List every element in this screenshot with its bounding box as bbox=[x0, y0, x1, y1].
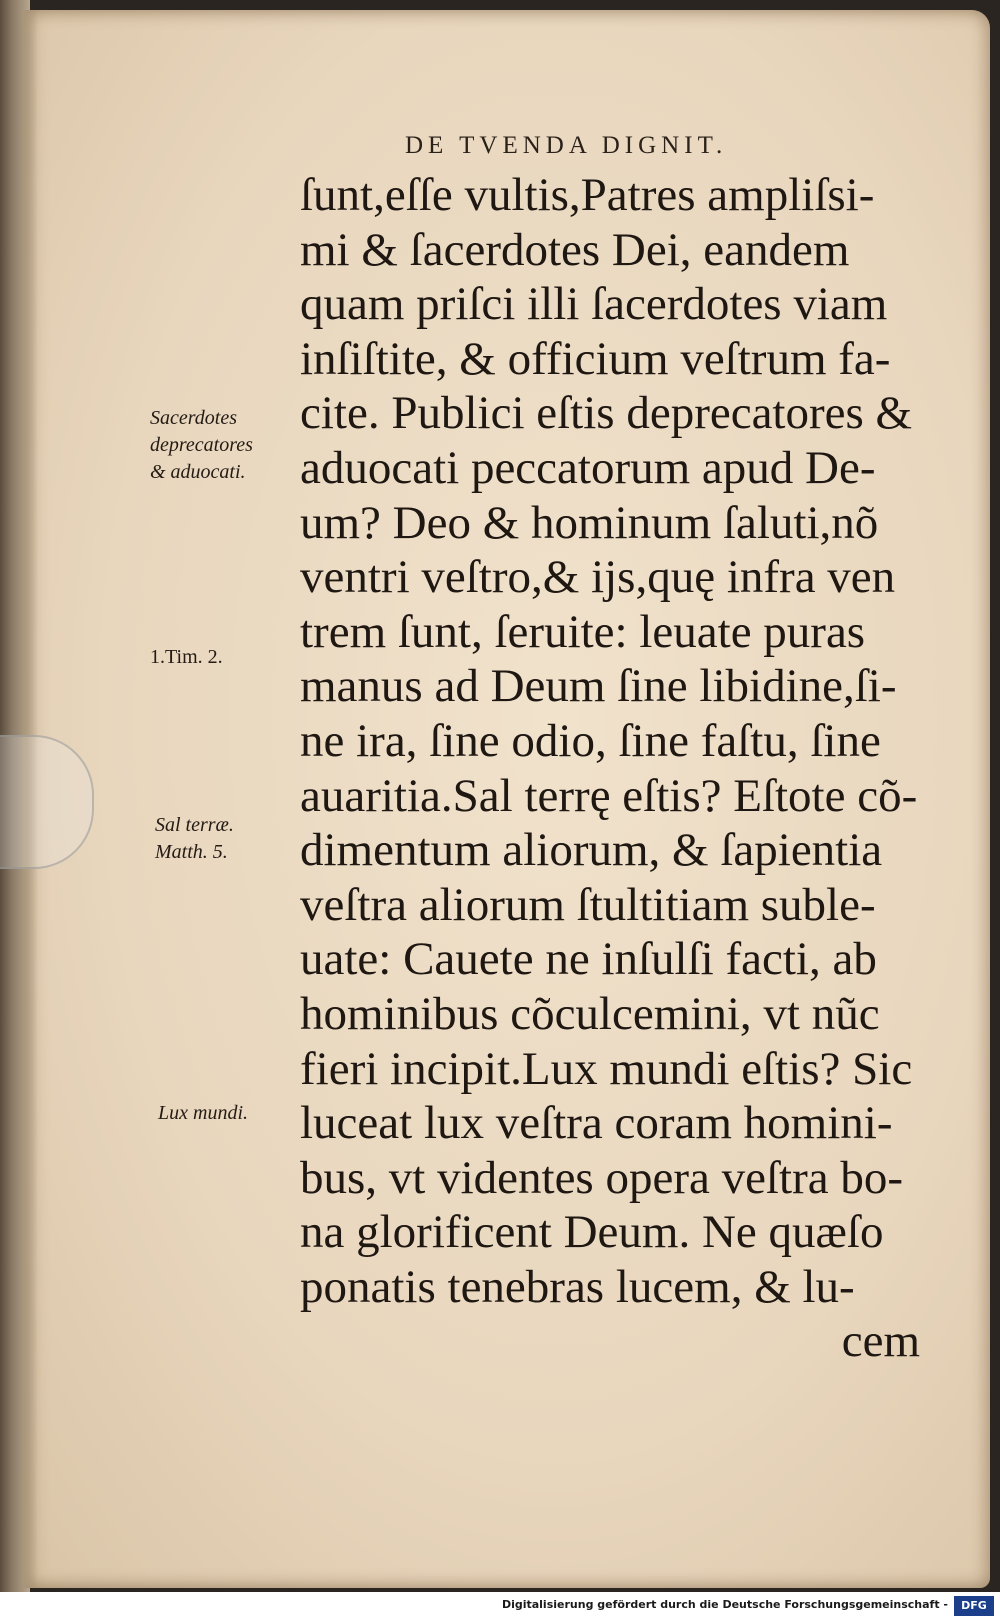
margin-note-sacerdotes bbox=[150, 405, 253, 486]
body-line: inſiſtite, & officium veſtrum fa- bbox=[300, 332, 891, 385]
margin-note-line: deprecatores bbox=[150, 434, 253, 456]
body-text bbox=[300, 168, 940, 1369]
body-line: ſunt,eſſe vultis,Patres ampliſsi- bbox=[300, 169, 875, 221]
body-line: luceat lux veſtra coram homini- bbox=[300, 1097, 893, 1150]
body-line: aduocati peccatorum apud De- bbox=[300, 441, 876, 494]
running-head: DE TVENDA DIGNIT. bbox=[405, 132, 728, 159]
body-line: ponatis tenebras lucem, & lu- bbox=[300, 1260, 855, 1313]
dfg-logo: DFG bbox=[954, 1596, 994, 1616]
body-line: bus, vt videntes opera veſtra bo- bbox=[300, 1151, 903, 1204]
body-line: um? Deo & hominum ſaluti,nõ bbox=[300, 496, 879, 549]
margin-note-line: Sal terræ. bbox=[155, 814, 234, 836]
catchword: cem bbox=[841, 1315, 920, 1368]
margin-note-line: Sacerdotes bbox=[150, 407, 238, 429]
footer-bar bbox=[0, 1592, 1000, 1621]
body-line: fieri incipit.Lux mundi eſtis? Sic bbox=[300, 1042, 913, 1095]
body-line: cite. Publici eſtis deprecatores & bbox=[300, 387, 913, 440]
body-line: dimentum aliorum, & ſapientia bbox=[300, 824, 883, 877]
body-line: manus ad Deum ſine libidine,ſi- bbox=[300, 660, 897, 713]
margin-note-lux-mundi: Lux mundi. bbox=[158, 1102, 248, 1124]
body-line: trem ſunt, ſeruite: leuate puras bbox=[300, 605, 866, 658]
body-line: uate: Cauete ne inſulſi facti, ab bbox=[300, 933, 877, 986]
margin-note-sal-terrae bbox=[155, 812, 234, 866]
footer-credit: Digitalisierung gefördert durch die Deutsche Forschungsgemeinschaft - bbox=[501, 1598, 948, 1611]
body-line: mi & ſacerdotes Dei, eandem bbox=[300, 223, 850, 276]
body-line: auaritia.Sal terrę eſtis? Eſtote cõ- bbox=[300, 769, 918, 822]
body-line: ventri veſtro,& ijs,quę infra ven bbox=[300, 551, 896, 604]
body-line: hominibus cõculcemini, vt nũc bbox=[300, 987, 880, 1040]
margin-note-line: Matth. 5. bbox=[155, 841, 228, 863]
body-line: na glorificent Deum. Ne quæſo bbox=[300, 1206, 884, 1259]
body-line: quam priſci illi ſacerdotes viam bbox=[300, 278, 888, 331]
margin-note-timothy: 1.Tim. 2. bbox=[150, 646, 223, 668]
body-line: veſtra aliorum ſtultitiam suble- bbox=[300, 878, 876, 931]
body-line: ne ira, ſine odio, ſine faſtu, ſine bbox=[300, 714, 881, 767]
margin-note-line: & aduocati. bbox=[150, 461, 246, 483]
